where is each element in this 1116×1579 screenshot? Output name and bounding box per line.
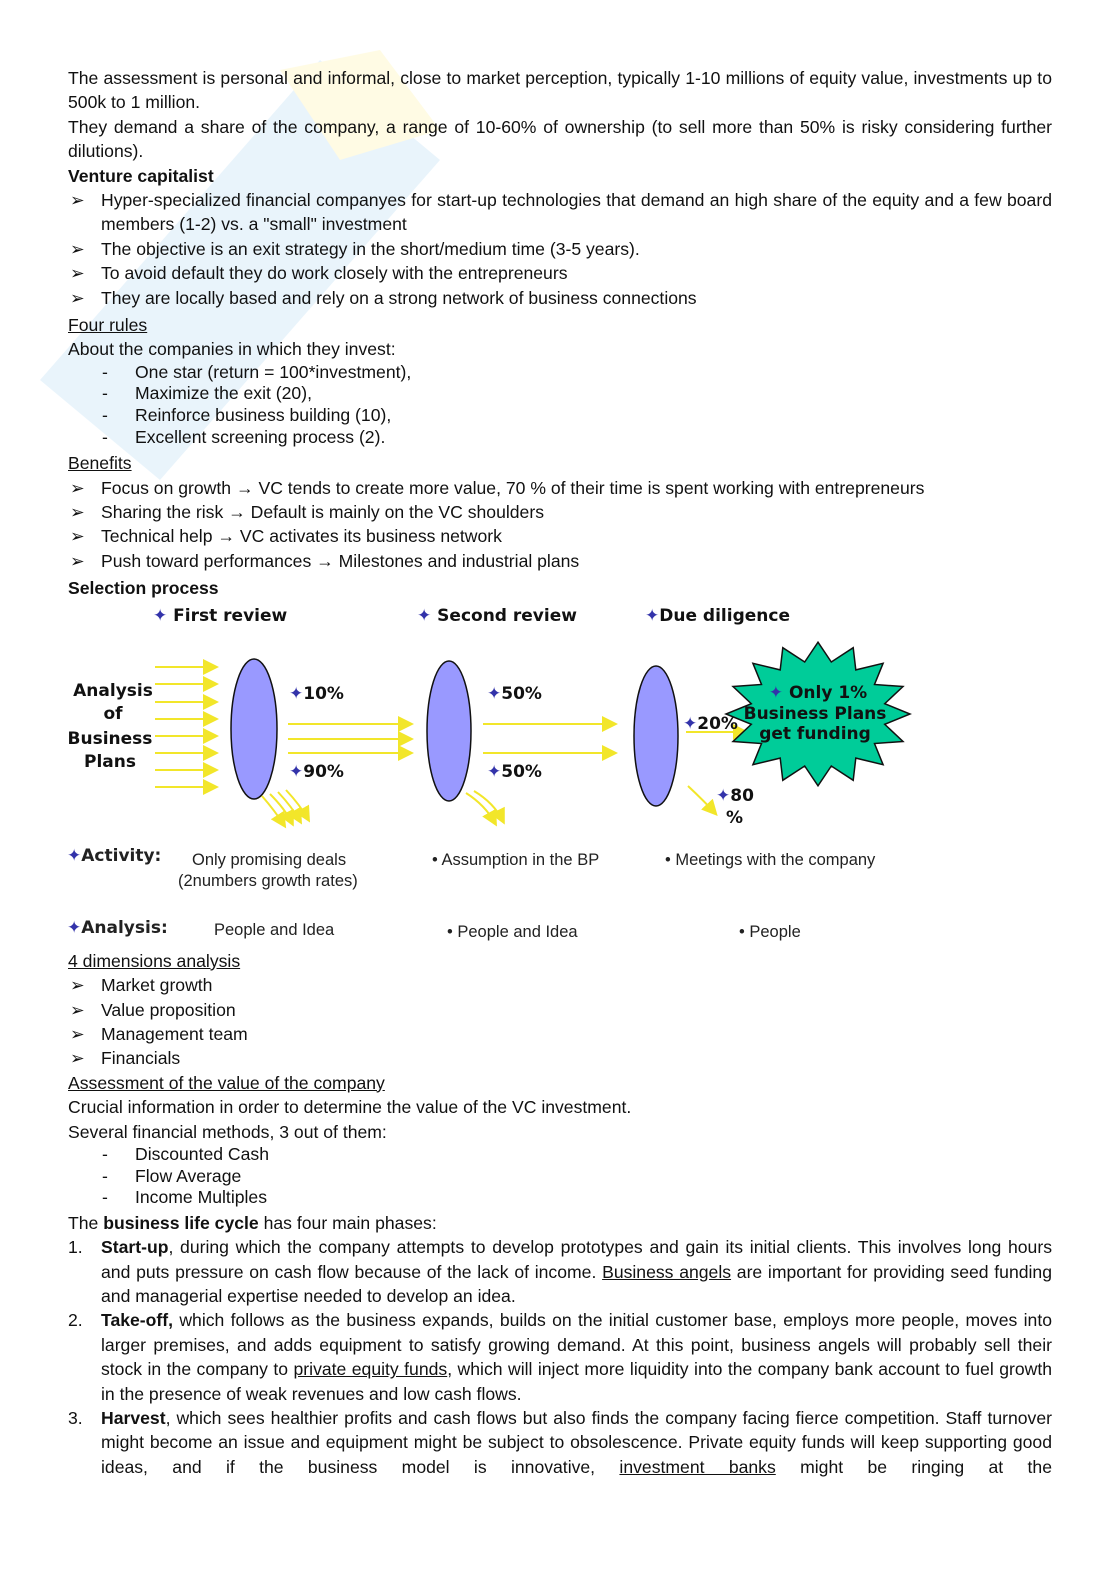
assessment-p1: Crucial information in order to determine the value of the VC investment.	[68, 1097, 632, 1118]
list-item: ➢ Focus on growth → VC tends to create more value, 70 % of their time is spent working with entrepreneurs	[68, 476, 1052, 500]
activity-1b: (2numbers growth rates)	[178, 871, 358, 890]
activity-2: • Assumption in the BP	[432, 850, 600, 869]
list-item: - One star (return = 100*investment),	[102, 361, 412, 382]
analysis-1: People and Idea	[214, 920, 335, 939]
selection-process-figure	[0, 601, 1116, 963]
fail-pct-3-symbol: %	[726, 807, 744, 828]
input-label-line: Business	[67, 728, 153, 749]
analysis-2: • People and Idea	[447, 922, 578, 941]
list-item: ➢ Value proposition	[68, 998, 1052, 1022]
pass-pct-3: ✦20%	[683, 713, 738, 734]
list-item: - Maximize the exit (20),	[102, 383, 312, 404]
list-item: ➢ Financials	[68, 1046, 1052, 1070]
right-arrow-icon: →	[228, 502, 246, 523]
private-equity-link[interactable]: private equity funds	[293, 1359, 448, 1380]
fail-pct-3: ✦80	[716, 785, 754, 806]
list-item: - Flow Average	[102, 1165, 242, 1186]
list-item: ➢ Sharing the risk → Default is mainly on the VC shoulders	[68, 500, 1052, 524]
right-arrow-icon: →	[217, 526, 235, 547]
arrow-bullet-icon: ➢	[70, 190, 85, 211]
right-arrow-icon: →	[235, 477, 254, 498]
pass-pct-1: ✦10%	[289, 683, 344, 704]
list-item: 2. Take-off, which follows as the business expands, builds on the initial customer base, employs more people, moves into larger premises, and adds equipment to satisfy growing demand. At this point, business angels will probably sell their stock in the company to private equity funds, which will inject more liquidity into the company bank account to fuel growth in the presence of weak revenues and low cash flows.	[68, 1310, 1052, 1404]
four-rules-list	[68, 362, 1052, 448]
input-label-line: of	[103, 703, 123, 724]
intro-paragraph-1: The assessment is personal and informal, close to market perception, typically 1-10 millions of equity value, investments up to 500k to 1 million.	[68, 68, 1052, 113]
filter-ellipse-1	[231, 659, 277, 799]
vc-heading: Venture capitalist	[68, 165, 214, 186]
arrow-bullet-icon: ➢	[70, 263, 85, 284]
assessment-list	[68, 1144, 1052, 1209]
list-item: ➢ The objective is an exit strategy in the short/medium time (3-5 years).	[68, 237, 1052, 261]
four-rules-intro: About the companies in which they invest:	[68, 339, 396, 360]
starburst-line-3: get funding	[759, 723, 871, 744]
pass-pct-2: ✦50%	[487, 683, 542, 704]
document-page	[68, 66, 1052, 1479]
list-item: ➢ Push toward performances → Milestones and industrial plans	[68, 549, 1052, 573]
four-rules-heading: Four rules	[68, 315, 148, 336]
arrow-bullet-icon: ➢	[70, 550, 85, 571]
list-item: ➢ Management team	[68, 1022, 1052, 1046]
list-item: ➢ Market growth	[68, 973, 1052, 997]
starburst-line-2: Business Plans	[743, 703, 887, 724]
arrow-bullet-icon: ➢	[70, 477, 85, 498]
dimensions-heading: 4 dimensions analysis	[68, 950, 241, 971]
benefits-heading: Benefits	[68, 453, 132, 474]
arrow-bullet-icon: ➢	[70, 975, 85, 996]
input-label-line: Analysis	[73, 680, 153, 701]
stage-second-review: ✦ Second review	[417, 605, 577, 626]
input-label-line: Plans	[84, 751, 136, 772]
starburst-badge	[726, 642, 910, 786]
list-item: ➢ Technical help → VC activates its business network	[68, 524, 1052, 548]
starburst-line-1: ✦ Only 1%	[768, 682, 868, 703]
filter-ellipse-2	[427, 661, 471, 801]
list-item: - Excellent screening process (2).	[102, 426, 386, 447]
stage-due-diligence: ✦Due diligence	[645, 605, 790, 626]
analysis-3: • People	[739, 922, 801, 941]
input-arrows	[155, 667, 215, 787]
arrow-bullet-icon: ➢	[70, 526, 85, 547]
fail-pct-1: ✦90%	[289, 761, 344, 782]
arrow-bullet-icon: ➢	[70, 999, 85, 1020]
activity-3: • Meetings with the company	[665, 850, 876, 869]
list-item: - Income Multiples	[102, 1187, 268, 1208]
arrow-bullet-icon: ➢	[70, 502, 85, 523]
list-item: ➢ To avoid default they do work closely with the entrepreneurs	[68, 261, 1052, 285]
list-item: ➢ Hyper-specialized financial companyes for start-up technologies that demand an high share of the equity and a few board members (1-2) vs. a "small" investment	[70, 190, 1052, 235]
arrow-bullet-icon: ➢	[70, 238, 85, 259]
dimensions-list	[68, 973, 1052, 1071]
list-item: 3. Harvest, which sees healthier profits and cash flows but also finds the company facing fierce competition. Staff turnover might become an issue and equipment might be subject to obsolescence. Private equity funds will keep supporting good ideas, and if the business model is innovative, investment banks might be ringing at the	[68, 1407, 1052, 1477]
benefits-list	[68, 476, 1052, 574]
right-arrow-icon: →	[316, 550, 334, 571]
activity-label: ✦Activity:	[67, 845, 162, 866]
selection-diagram	[68, 601, 1052, 963]
vc-list	[68, 188, 1052, 310]
arrow-bullet-icon: ➢	[70, 1048, 85, 1069]
arrow-bullet-icon: ➢	[70, 287, 85, 308]
analysis-label: ✦Analysis:	[67, 917, 168, 938]
business-angels-link[interactable]: Business angels	[602, 1261, 732, 1282]
lifecycle-intro: The business life cycle has four main phases:	[68, 1212, 437, 1233]
list-item: 1. Start-up, during which the company attempts to develop prototypes and gain its initial clients. This involves long hours and puts pressure on cash flow because of the lack of income. Business angels are important for providing seed funding and managerial expertise needed to develop an idea.	[68, 1237, 1053, 1306]
lifecycle-list	[68, 1235, 1052, 1479]
intro-paragraph-2: They demand a share of the company, a range of 10-60% of ownership (to sell more than 50% is risky considering further dilutions).	[68, 116, 1052, 162]
stage-first-review: ✦ First review	[153, 605, 288, 626]
assessment-p2: Several financial methods, 3 out of them:	[68, 1121, 387, 1142]
assessment-heading: Assessment of the value of the company	[68, 1072, 385, 1093]
activity-1: Only promising deals	[192, 850, 347, 869]
arrow-bullet-icon: ➢	[70, 1023, 85, 1044]
list-item: - Reinforce business building (10),	[102, 405, 392, 426]
selection-heading: Selection process	[68, 578, 219, 599]
filter-ellipse-3	[634, 666, 678, 806]
list-item: - Discounted Cash	[102, 1143, 269, 1164]
investment-banks-link[interactable]: investment banks	[619, 1456, 776, 1477]
fail-pct-2: ✦50%	[487, 761, 542, 782]
list-item: ➢ They are locally based and rely on a strong network of business connections	[68, 286, 1052, 310]
